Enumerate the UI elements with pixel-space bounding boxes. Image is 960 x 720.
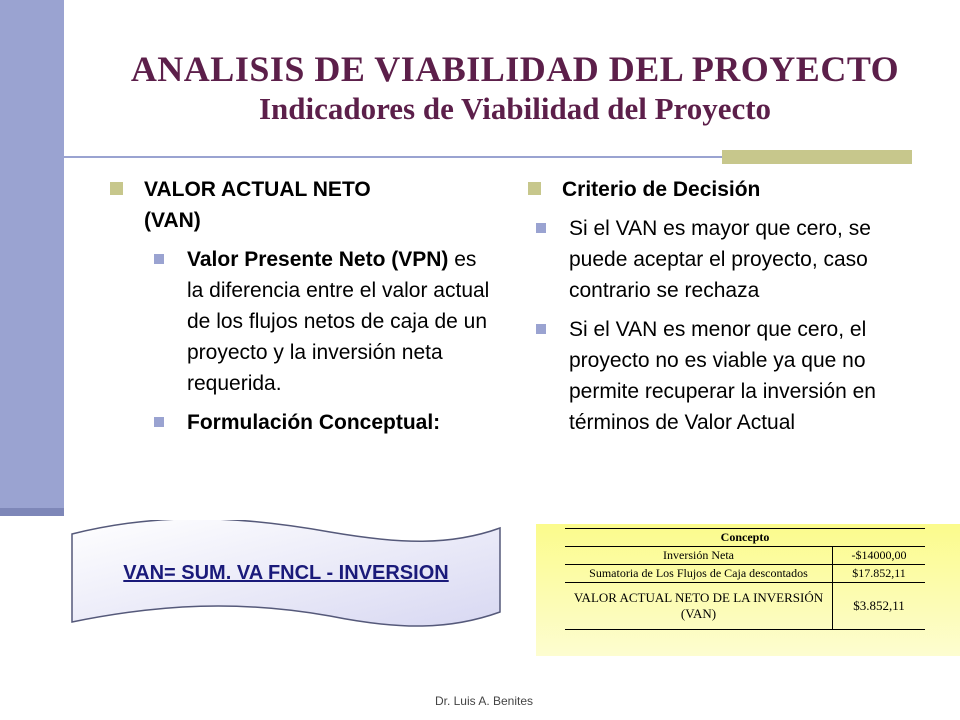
slide-title — [70, 48, 960, 128]
right-column — [526, 174, 926, 438]
criterion-negative-text: Si el VAN es menor que cero, el proyecto no es viable ya que no permite recuperar la inversión en términos de Valor Actual — [569, 318, 876, 434]
criterion-positive-text: Si el VAN es mayor que cero, se puede aceptar el proyecto, caso contrario se rechaza — [569, 217, 871, 302]
formula-text: VAN= SUM. VA FNCL - INVERSION — [123, 562, 449, 584]
table-row — [565, 565, 925, 583]
sidebar-decoration — [0, 0, 64, 512]
square-bullet-icon — [536, 324, 546, 334]
title-divider-accent — [722, 150, 912, 164]
van-table — [565, 528, 925, 630]
vpn-definition-bullet — [144, 244, 498, 399]
criterion-positive-bullet — [526, 213, 926, 306]
table-row — [565, 547, 925, 565]
row-value: $3.852,11 — [833, 583, 926, 630]
left-heading-line-1: VALOR ACTUAL NETO — [144, 178, 371, 201]
vpn-term: Valor Presente Neto (VPN) — [187, 248, 449, 271]
right-heading: Criterio de Decisión — [562, 178, 761, 201]
left-heading-bullet — [108, 174, 498, 236]
criterion-negative-bullet — [526, 314, 926, 438]
left-heading-line-2: (VAN) — [144, 209, 201, 232]
title-line-2: Indicadores de Viabilidad del Proyecto — [258, 91, 772, 126]
row-value: -$14000,00 — [833, 547, 926, 565]
footer-author: Dr. Luis A. Benites — [434, 694, 534, 708]
table-row — [565, 583, 925, 630]
table-header-row — [565, 529, 925, 547]
formulation-label: Formulación Conceptual: — [187, 411, 441, 434]
sidebar-decoration-shadow — [0, 508, 64, 516]
square-bullet-icon — [528, 182, 541, 195]
square-bullet-icon — [154, 417, 164, 427]
row-label: VALOR ACTUAL NETO DE LA INVERSIÓN (VAN) — [565, 583, 833, 630]
formulation-bullet — [144, 407, 498, 438]
vpn-definition: es la diferencia entre el valor actual de los flujos netos de caja de un proyecto y la inversión neta requerida. — [187, 248, 490, 395]
right-heading-bullet — [526, 174, 926, 205]
row-value: $17.852,11 — [833, 565, 926, 583]
row-label: Inversión Neta — [565, 547, 833, 565]
left-column — [108, 174, 498, 438]
square-bullet-icon — [154, 254, 164, 264]
table-header: Concepto — [565, 529, 925, 547]
square-bullet-icon — [536, 223, 546, 233]
row-label: Sumatoria de Los Flujos de Caja descontados — [565, 565, 833, 583]
title-line-1: ANALISIS DE VIABILIDAD DEL PROYECTO — [130, 49, 900, 89]
square-bullet-icon — [110, 182, 123, 195]
